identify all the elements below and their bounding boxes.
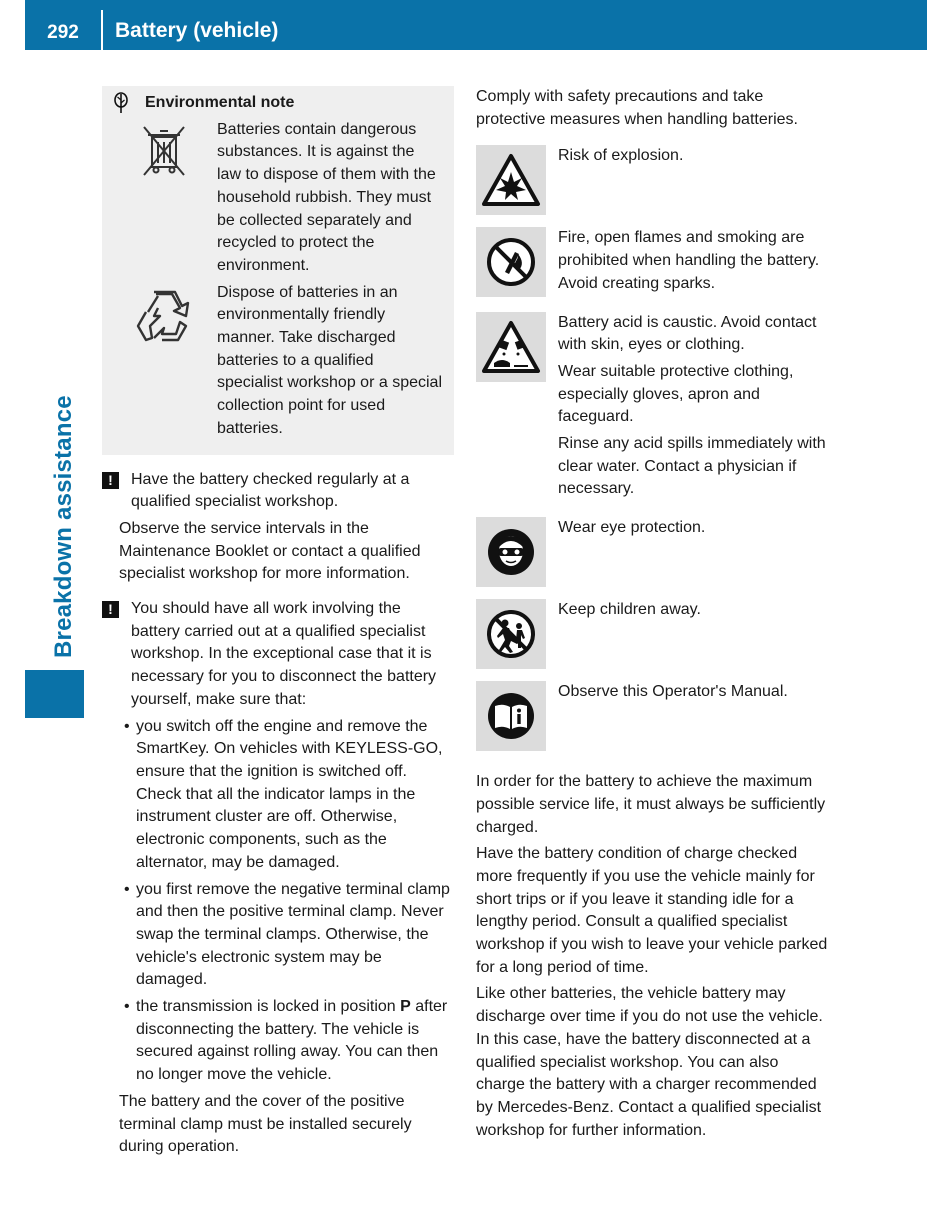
environmental-note-title: Environmental note xyxy=(145,94,295,111)
env-item-disposal xyxy=(110,119,442,278)
symbol-text: Keep children away. xyxy=(558,601,701,619)
symbol-row-eye-protection xyxy=(476,517,831,587)
env-item-recycling xyxy=(110,282,442,441)
keep-children-away-icon xyxy=(485,608,537,660)
gear-position-label: P xyxy=(400,998,411,1016)
warning-text: Observe the service intervals in the Maintenance Booklet or contact a qualified specialist workshop for more information. xyxy=(119,519,421,583)
symbol-text: Risk of explosion. xyxy=(558,147,684,165)
symbol-text: Observe this Operator's Manual. xyxy=(558,683,788,701)
crossed-bin-icon xyxy=(140,123,188,179)
warning-closing-text: The battery and the cover of the positive terminal clamp must be installed securely during operation. xyxy=(119,1092,412,1156)
warning-bullet-list xyxy=(119,716,454,1087)
warning-mark-icon: ! xyxy=(102,472,119,489)
symbol-text: Rinse any acid spills immediately with clear water. Contact a physician if necessary. xyxy=(558,435,826,498)
env-item-text: Dispose of batteries in an environmentally friendly manner. Take discharged batteries to a qualified specialist workshop or a special collection point for used batteries. xyxy=(217,283,442,437)
read-manual-icon xyxy=(486,691,536,741)
symbol-row-read-manual xyxy=(476,681,831,751)
symbol-row-no-fire xyxy=(476,227,831,299)
warning-text: Have the battery checked regularly at a qualified specialist workshop. xyxy=(131,470,410,511)
body-paragraph: Have the battery condition of charge checked more frequently if you use the vehicle mainly for short trips or if you leave it standing idle for a lengthy period. Consult a qualified specialist workshop if you wish to leave your vehicle parked for a long period of time. xyxy=(476,845,828,976)
page-title: Battery (vehicle) xyxy=(115,19,279,42)
environmental-note-heading xyxy=(110,92,442,115)
symbol-row-explosion xyxy=(476,145,831,215)
section-side-tab xyxy=(25,670,84,718)
section-side-label: Breakdown assistance xyxy=(50,395,77,658)
page-header xyxy=(25,0,927,50)
symbol-text: Battery acid is caustic. Avoid contact with skin, eyes or clothing. xyxy=(558,313,817,354)
left-column xyxy=(102,86,454,1171)
safety-intro: Comply with safety precautions and take protective measures when handling batteries. xyxy=(476,88,798,128)
recycle-icon xyxy=(132,286,196,346)
list-item: • the transmission is locked in position P after disconnecting the battery. The vehicle is secured against rolling away. You can then no longer move the vehicle. xyxy=(119,996,454,1087)
symbol-text: Fire, open flames and smoking are prohibited when handling the battery. Avoid creating sparks. xyxy=(558,229,820,292)
list-item: • you switch off the engine and remove the SmartKey. On vehicles with KEYLESS-GO, ensure that the ignition is switched off. Check that all the indicator lamps in the instrument cluster are off. Otherwise, electronic components, such as the alternator, may be damaged. xyxy=(119,716,454,875)
warning-text: You should have all work involving the battery carried out at a qualified specialist workshop. In the exceptional case that it is necessary for you to disconnect the battery yourself, make sure that: xyxy=(131,600,437,708)
page-number: 292 xyxy=(47,22,79,43)
header-divider xyxy=(101,10,103,50)
body-paragraph: Like other batteries, the vehicle battery may discharge over time if you do not use the vehicle. In this case, have the battery disconnected at a qualified specialist workshop. You can also charge the battery with a charger recommended by Mercedes-Benz. Contact a qualified specialist workshop for further information. xyxy=(476,985,823,1139)
symbol-text: Wear eye protection. xyxy=(558,519,706,537)
warning-battery-check xyxy=(102,469,454,587)
symbol-row-corrosive xyxy=(476,312,831,506)
corrosive-warning-icon xyxy=(480,319,542,375)
eye-protection-icon xyxy=(486,527,536,577)
env-item-text: Batteries contain dangerous substances. It is against the law to dispose of them with the household rubbish. They must be collected separately and recycled to protect the environment. xyxy=(217,120,436,274)
no-fire-icon xyxy=(485,236,537,288)
warning-mark-icon: ! xyxy=(102,601,119,618)
warning-battery-work xyxy=(102,598,454,1159)
body-paragraph: In order for the battery to achieve the maximum possible service life, it must always be sufficiently charged. xyxy=(476,773,826,836)
list-item: • you first remove the negative terminal clamp and then the positive terminal clamp. Never swap the terminal clamps. Otherwise, the vehicle's electronic system may be damaged. xyxy=(119,879,454,993)
symbol-row-keep-children-away xyxy=(476,599,831,669)
environmental-note xyxy=(102,86,454,455)
right-column xyxy=(476,86,831,1146)
symbol-text: Wear suitable protective clothing, especially gloves, apron and faceguard. xyxy=(558,362,794,426)
leaf-icon xyxy=(110,92,132,114)
explosion-warning-icon xyxy=(480,152,542,208)
